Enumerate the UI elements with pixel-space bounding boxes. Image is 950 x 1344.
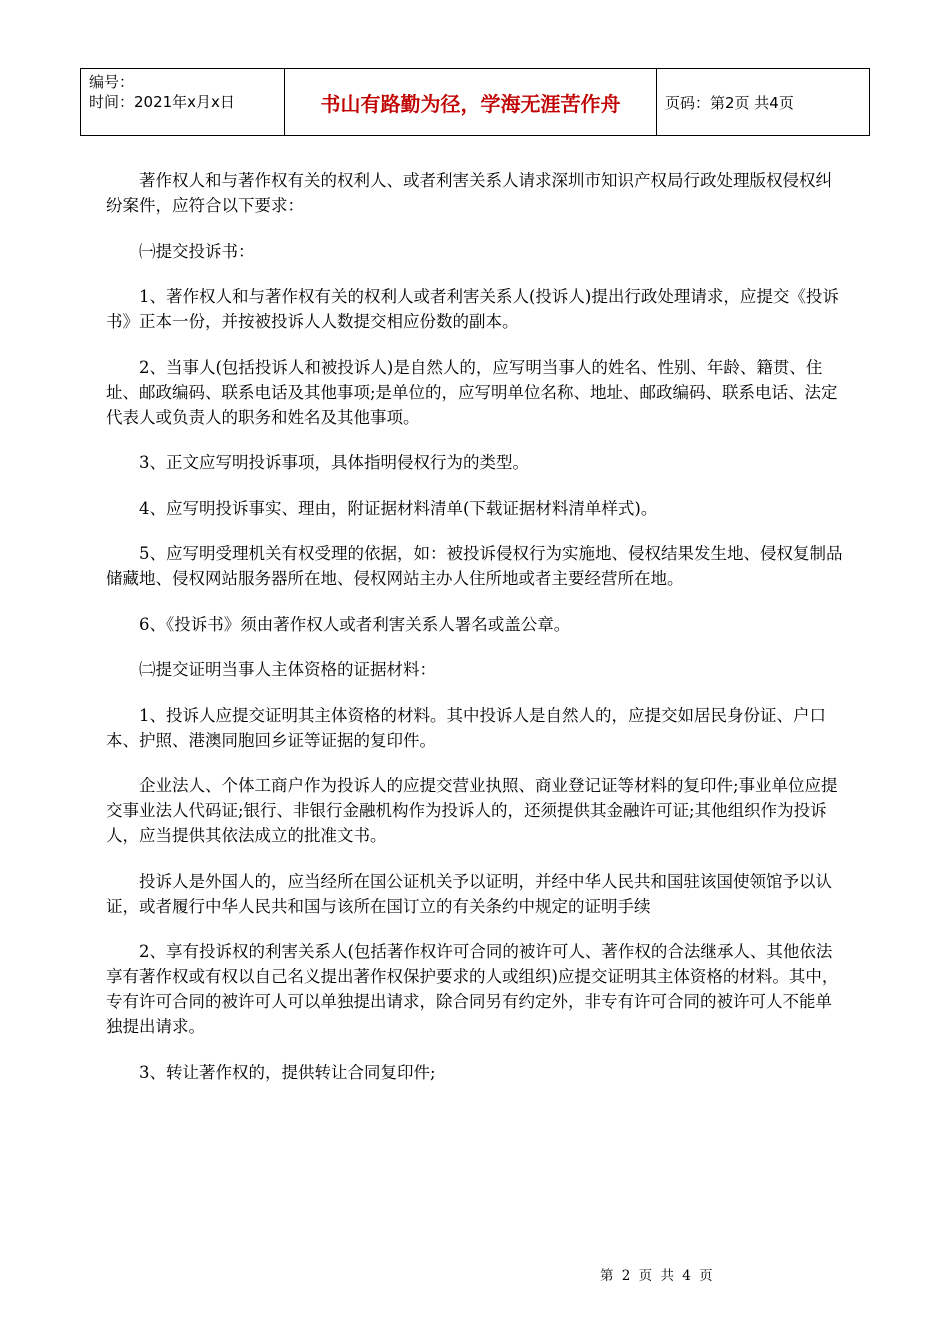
paragraph: 企业法人、个体工商户作为投诉人的应提交营业执照、商业登记证等材料的复印件;事业单位应提交事业法人代码证;银行、非银行金融机构作为投诉人的，还须提供其金融许可证;其他组织作为投诉人，应当提供其依法成立的批准文书。 xyxy=(106,776,838,845)
header-motto: 书山有路勤为径，学海无涯苦作舟 xyxy=(285,69,657,135)
document-body xyxy=(106,168,846,1105)
section-heading: ㈠提交投诉书： xyxy=(139,241,255,261)
paragraph: 著作权人和与著作权有关的权利人、或者利害关系人请求深圳市知识产权局行政处理版权侵权纠纷案件，应符合以下要求： xyxy=(106,171,832,215)
header-meta-cell xyxy=(81,69,285,135)
header-page-info: 页码：第2页 共4页 xyxy=(665,93,794,112)
page-footer: 第 2 页 共 4 页 xyxy=(600,1268,713,1284)
paragraph: 2、享有投诉权的利害关系人(包括著作权许可合同的被许可人、著作权的合法继承人、其他依法享有著作权或有权以自己名义提出著作权保护要求的人或组织)应提交证明其主体资格的材料。其中，专有许可合同的被许可人可以单独提出请求，除合同另有约定外，非专有许可合同的被许可人不能单独提出请求。 xyxy=(106,942,839,1036)
paragraph: 3、正文应写明投诉事项，具体指明侵权行为的类型。 xyxy=(139,453,529,472)
paragraph: 4、应写明投诉事实、理由，附证据材料清单(下载证据材料清单样式)。 xyxy=(139,498,658,518)
paragraph: 1、著作权人和与著作权有关的权利人或者利害关系人(投诉人)提出行政处理请求，应提交《投诉书》正本一份，并按被投诉人人数提交相应份数的副本。 xyxy=(106,287,839,331)
header-table xyxy=(80,68,870,136)
section-heading: ㈡提交证明当事人主体资格的证据材料： xyxy=(139,660,436,679)
paragraph: 3、转让著作权的，提供转让合同复印件; xyxy=(139,1062,436,1082)
paragraph: 1、投诉人应提交证明其主体资格的材料。其中投诉人是自然人的，应提交如居民身份证、户口本、护照、港澳同胞回乡证等证据的复印件。 xyxy=(106,705,826,750)
paragraph: 5、应写明受理机关有权受理的依据，如：被投诉侵权行为实施地、侵权结果发生地、侵权复制品储藏地、侵权网站服务器所在地、侵权网站主办人住所地或者主要经营所在地。 xyxy=(106,544,843,588)
paragraph: 2、当事人(包括投诉人和被投诉人)是自然人的，应写明当事人的姓名、性别、年龄、籍贯、住址、邮政编码、联系电话及其他事项;是单位的，应写明单位名称、地址、邮政编码、联系电话、法定代表人或负责人的职务和姓名及其他事项。 xyxy=(106,357,838,427)
paragraph: 投诉人是外国人的，应当经所在国公证机关予以证明，并经中华人民共和国驻该国使领馆予以认证，或者履行中华人民共和国与该所在国订立的有关条约中规定的证明手续 xyxy=(106,871,832,916)
paragraph: 6、《投诉书》须由著作权人或者利害关系人署名或盖公章。 xyxy=(139,614,571,634)
document-time-label: 时间：2021年x月x日 xyxy=(89,93,235,111)
document-number-label: 编号： xyxy=(89,73,135,91)
